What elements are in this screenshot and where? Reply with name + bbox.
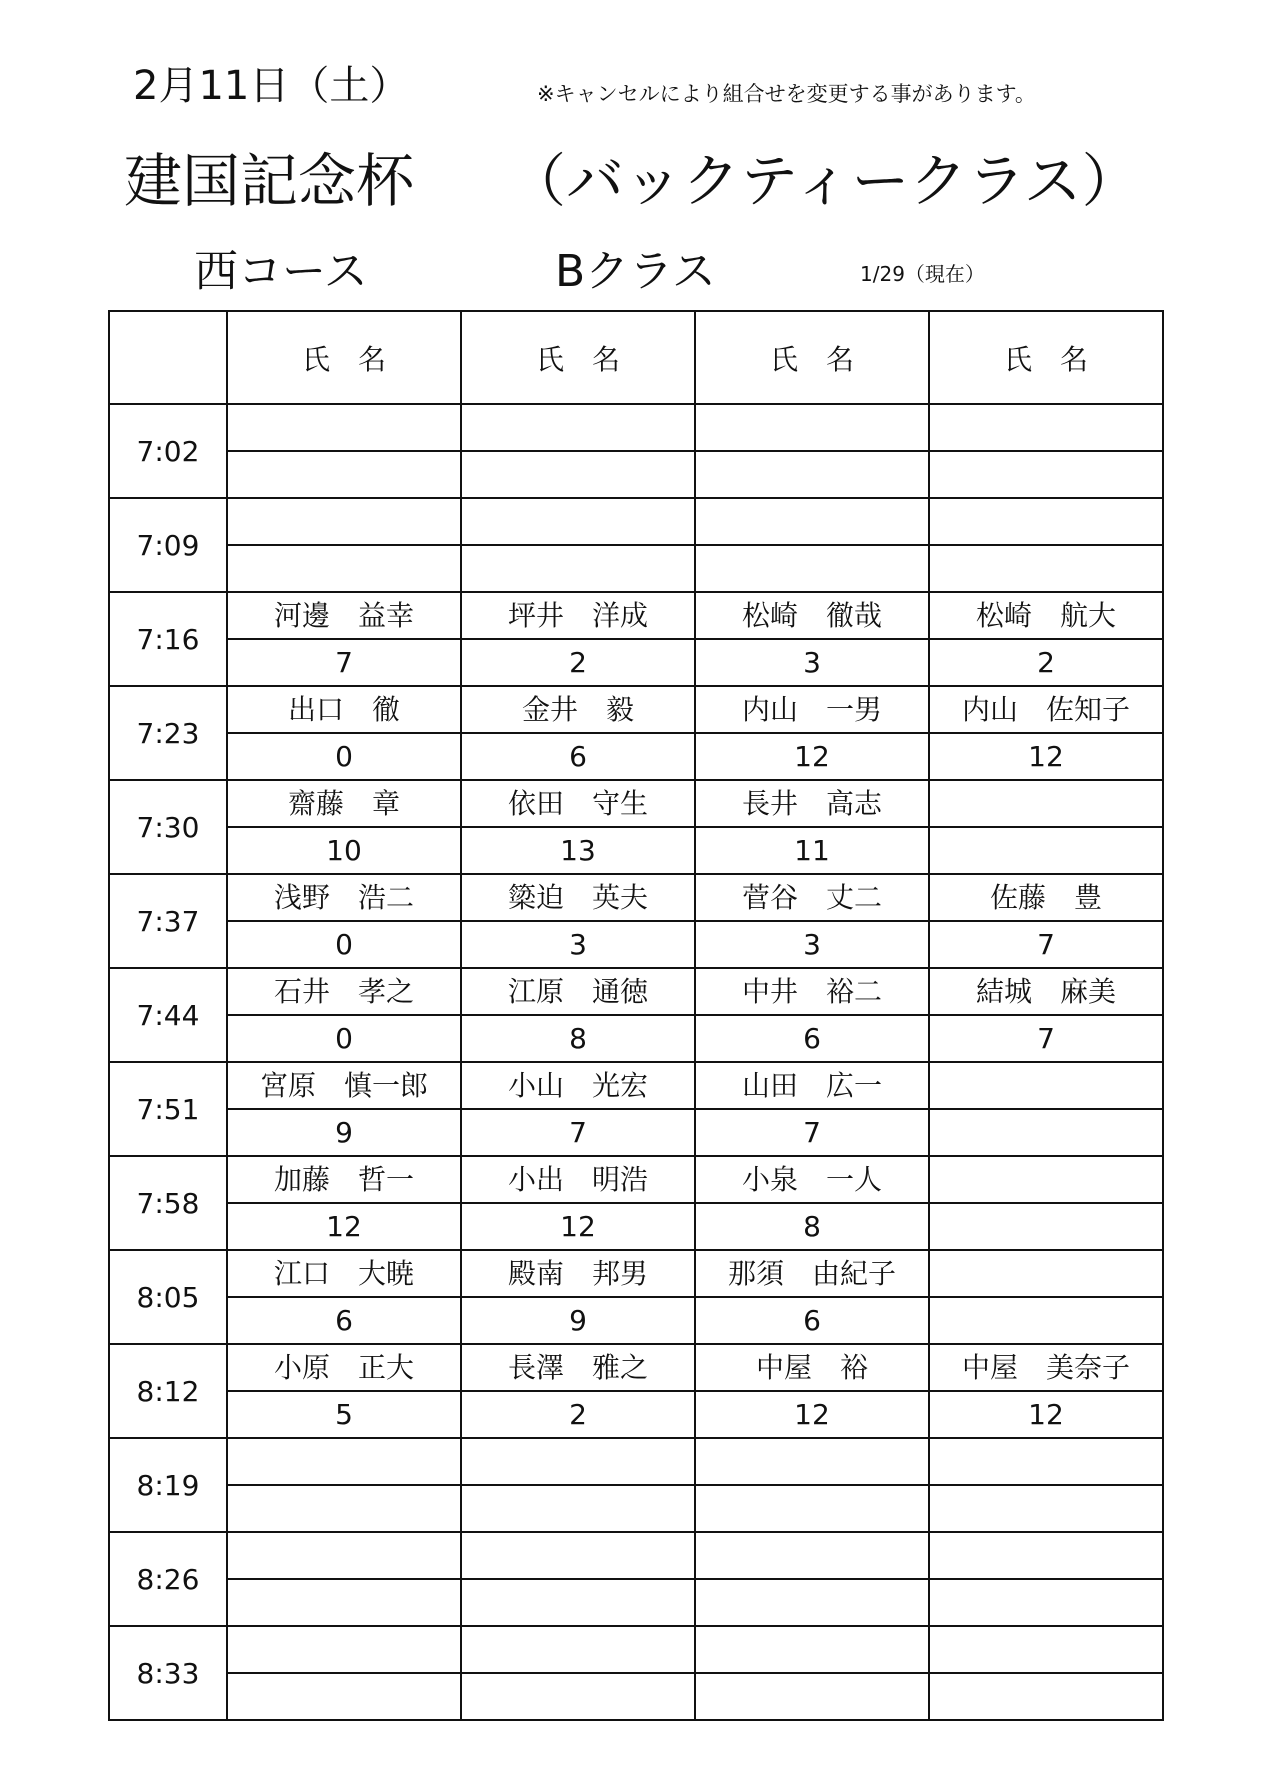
tee-time: 7:09 xyxy=(109,498,227,592)
table-row xyxy=(109,498,1163,545)
player-name xyxy=(695,1532,929,1579)
player-value xyxy=(929,1109,1163,1156)
player-name: 小山 光宏 xyxy=(461,1062,695,1109)
player-name xyxy=(929,498,1163,545)
tee-time-table xyxy=(108,310,1164,1721)
player-value: 12 xyxy=(929,733,1163,780)
table-row xyxy=(109,639,1163,686)
player-value xyxy=(929,1673,1163,1720)
player-name xyxy=(929,1438,1163,1485)
tee-time: 7:23 xyxy=(109,686,227,780)
player-value xyxy=(227,451,461,498)
player-name: 出口 徹 xyxy=(227,686,461,733)
player-value: 12 xyxy=(227,1203,461,1250)
player-value xyxy=(929,1485,1163,1532)
player-value: 11 xyxy=(695,827,929,874)
table-row xyxy=(109,686,1163,733)
tee-time: 8:05 xyxy=(109,1250,227,1344)
player-value: 3 xyxy=(695,921,929,968)
table-body xyxy=(109,404,1163,1720)
player-name: 松崎 徹哉 xyxy=(695,592,929,639)
table-row xyxy=(109,827,1163,874)
player-name xyxy=(227,404,461,451)
player-name xyxy=(929,780,1163,827)
player-name: 小出 明浩 xyxy=(461,1156,695,1203)
player-value: 10 xyxy=(227,827,461,874)
player-name xyxy=(695,498,929,545)
player-name: 那須 由紀子 xyxy=(695,1250,929,1297)
player-name: 金井 毅 xyxy=(461,686,695,733)
player-value: 7 xyxy=(461,1109,695,1156)
event-date: 2月11日（土） xyxy=(133,63,410,109)
table-row xyxy=(109,780,1163,827)
tee-time: 8:26 xyxy=(109,1532,227,1626)
player-value xyxy=(929,451,1163,498)
player-name: 河邊 益幸 xyxy=(227,592,461,639)
as-of-date: 1/29（現在） xyxy=(860,262,985,286)
player-value: 12 xyxy=(695,1391,929,1438)
player-value: 7 xyxy=(929,1015,1163,1062)
player-value xyxy=(695,451,929,498)
player-value: 12 xyxy=(695,733,929,780)
column-header: 氏 名 xyxy=(227,311,461,404)
player-value: 3 xyxy=(695,639,929,686)
table-row xyxy=(109,1297,1163,1344)
table-row xyxy=(109,451,1163,498)
player-name: 菅谷 丈二 xyxy=(695,874,929,921)
tee-time: 7:02 xyxy=(109,404,227,498)
player-value: 0 xyxy=(227,733,461,780)
player-name xyxy=(227,1626,461,1673)
table-row xyxy=(109,1673,1163,1720)
tee-time: 7:37 xyxy=(109,874,227,968)
table-row xyxy=(109,1485,1163,1532)
table-row xyxy=(109,874,1163,921)
player-name: 加藤 哲一 xyxy=(227,1156,461,1203)
player-value xyxy=(461,1673,695,1720)
player-value xyxy=(227,1673,461,1720)
player-value xyxy=(461,1579,695,1626)
player-value: 7 xyxy=(929,921,1163,968)
tee-time: 8:12 xyxy=(109,1344,227,1438)
player-name xyxy=(929,1626,1163,1673)
column-header xyxy=(109,311,227,404)
player-value: 8 xyxy=(461,1015,695,1062)
tee-time: 7:30 xyxy=(109,780,227,874)
player-value xyxy=(929,1203,1163,1250)
player-value xyxy=(695,1673,929,1720)
player-name xyxy=(929,1532,1163,1579)
tee-time: 7:51 xyxy=(109,1062,227,1156)
player-name xyxy=(929,1156,1163,1203)
table-row xyxy=(109,404,1163,451)
player-value: 2 xyxy=(461,1391,695,1438)
cancellation-note: ※キャンセルにより組合せを変更する事があります。 xyxy=(537,82,1036,106)
player-name: 齋藤 章 xyxy=(227,780,461,827)
player-name: 小原 正大 xyxy=(227,1344,461,1391)
player-value: 7 xyxy=(695,1109,929,1156)
player-name: 坪井 洋成 xyxy=(461,592,695,639)
player-value: 8 xyxy=(695,1203,929,1250)
player-value xyxy=(461,451,695,498)
tee-time: 8:19 xyxy=(109,1438,227,1532)
table-row xyxy=(109,1109,1163,1156)
player-name: 小泉 一人 xyxy=(695,1156,929,1203)
player-value: 2 xyxy=(929,639,1163,686)
player-name: 長澤 雅之 xyxy=(461,1344,695,1391)
player-name xyxy=(227,498,461,545)
table-header-row xyxy=(109,311,1163,404)
table-row xyxy=(109,1532,1163,1579)
player-value: 6 xyxy=(461,733,695,780)
player-name: 佐藤 豊 xyxy=(929,874,1163,921)
player-name xyxy=(461,404,695,451)
player-name: 長井 高志 xyxy=(695,780,929,827)
player-name: 依田 守生 xyxy=(461,780,695,827)
player-name: 宮原 慎一郎 xyxy=(227,1062,461,1109)
player-name: 中屋 美奈子 xyxy=(929,1344,1163,1391)
column-header: 氏 名 xyxy=(695,311,929,404)
player-value xyxy=(695,545,929,592)
player-name: 中屋 裕 xyxy=(695,1344,929,1391)
player-name: 浅野 浩二 xyxy=(227,874,461,921)
class-name: Bクラス xyxy=(555,246,716,297)
player-name xyxy=(461,1626,695,1673)
player-name: 内山 佐知子 xyxy=(929,686,1163,733)
player-value xyxy=(227,545,461,592)
column-header: 氏 名 xyxy=(461,311,695,404)
page-title: 建国記念杯 xyxy=(124,147,415,215)
table-row xyxy=(109,1156,1163,1203)
player-name: 松崎 航大 xyxy=(929,592,1163,639)
player-name: 江口 大暁 xyxy=(227,1250,461,1297)
player-name xyxy=(461,1438,695,1485)
table-row xyxy=(109,968,1163,1015)
table-row xyxy=(109,1015,1163,1062)
player-value: 3 xyxy=(461,921,695,968)
player-value xyxy=(695,1485,929,1532)
tee-time: 7:58 xyxy=(109,1156,227,1250)
player-name xyxy=(695,1438,929,1485)
player-value xyxy=(929,1579,1163,1626)
player-value: 0 xyxy=(227,921,461,968)
player-value xyxy=(929,545,1163,592)
table-row xyxy=(109,1344,1163,1391)
player-value xyxy=(227,1579,461,1626)
player-name xyxy=(461,1532,695,1579)
player-value xyxy=(227,1485,461,1532)
player-value: 5 xyxy=(227,1391,461,1438)
player-name xyxy=(695,404,929,451)
table-row xyxy=(109,733,1163,780)
player-value: 12 xyxy=(461,1203,695,1250)
table-row xyxy=(109,921,1163,968)
tee-time: 8:33 xyxy=(109,1626,227,1720)
player-name xyxy=(929,1062,1163,1109)
player-value: 6 xyxy=(695,1297,929,1344)
table-row xyxy=(109,1438,1163,1485)
table-row xyxy=(109,545,1163,592)
player-value: 13 xyxy=(461,827,695,874)
player-value xyxy=(929,827,1163,874)
player-name xyxy=(227,1532,461,1579)
player-value xyxy=(461,1485,695,1532)
player-name xyxy=(929,404,1163,451)
player-value: 12 xyxy=(929,1391,1163,1438)
player-name: 石井 孝之 xyxy=(227,968,461,1015)
player-value: 6 xyxy=(227,1297,461,1344)
player-value: 2 xyxy=(461,639,695,686)
player-name xyxy=(929,1250,1163,1297)
player-value xyxy=(695,1579,929,1626)
player-value: 7 xyxy=(227,639,461,686)
table-row xyxy=(109,1391,1163,1438)
table-row xyxy=(109,592,1163,639)
player-name xyxy=(461,498,695,545)
table-row xyxy=(109,1062,1163,1109)
player-name xyxy=(227,1438,461,1485)
table-row xyxy=(109,1203,1163,1250)
player-name: 中井 裕二 xyxy=(695,968,929,1015)
page-subtitle: （バックティークラス） xyxy=(508,147,1140,215)
player-name: 殿南 邦男 xyxy=(461,1250,695,1297)
player-name: 江原 通徳 xyxy=(461,968,695,1015)
player-name: 簗迫 英夫 xyxy=(461,874,695,921)
player-value xyxy=(929,1297,1163,1344)
tee-time: 7:44 xyxy=(109,968,227,1062)
player-value xyxy=(461,545,695,592)
player-name: 山田 広一 xyxy=(695,1062,929,1109)
tee-time: 7:16 xyxy=(109,592,227,686)
table-row xyxy=(109,1626,1163,1673)
column-header: 氏 名 xyxy=(929,311,1163,404)
player-value: 9 xyxy=(227,1109,461,1156)
player-value: 6 xyxy=(695,1015,929,1062)
player-name: 結城 麻美 xyxy=(929,968,1163,1015)
page-title-block xyxy=(124,147,1140,215)
player-name: 内山 一男 xyxy=(695,686,929,733)
table-row xyxy=(109,1579,1163,1626)
course-name: 西コース xyxy=(194,246,368,297)
player-name xyxy=(695,1626,929,1673)
player-value: 9 xyxy=(461,1297,695,1344)
table-row xyxy=(109,1250,1163,1297)
player-value: 0 xyxy=(227,1015,461,1062)
